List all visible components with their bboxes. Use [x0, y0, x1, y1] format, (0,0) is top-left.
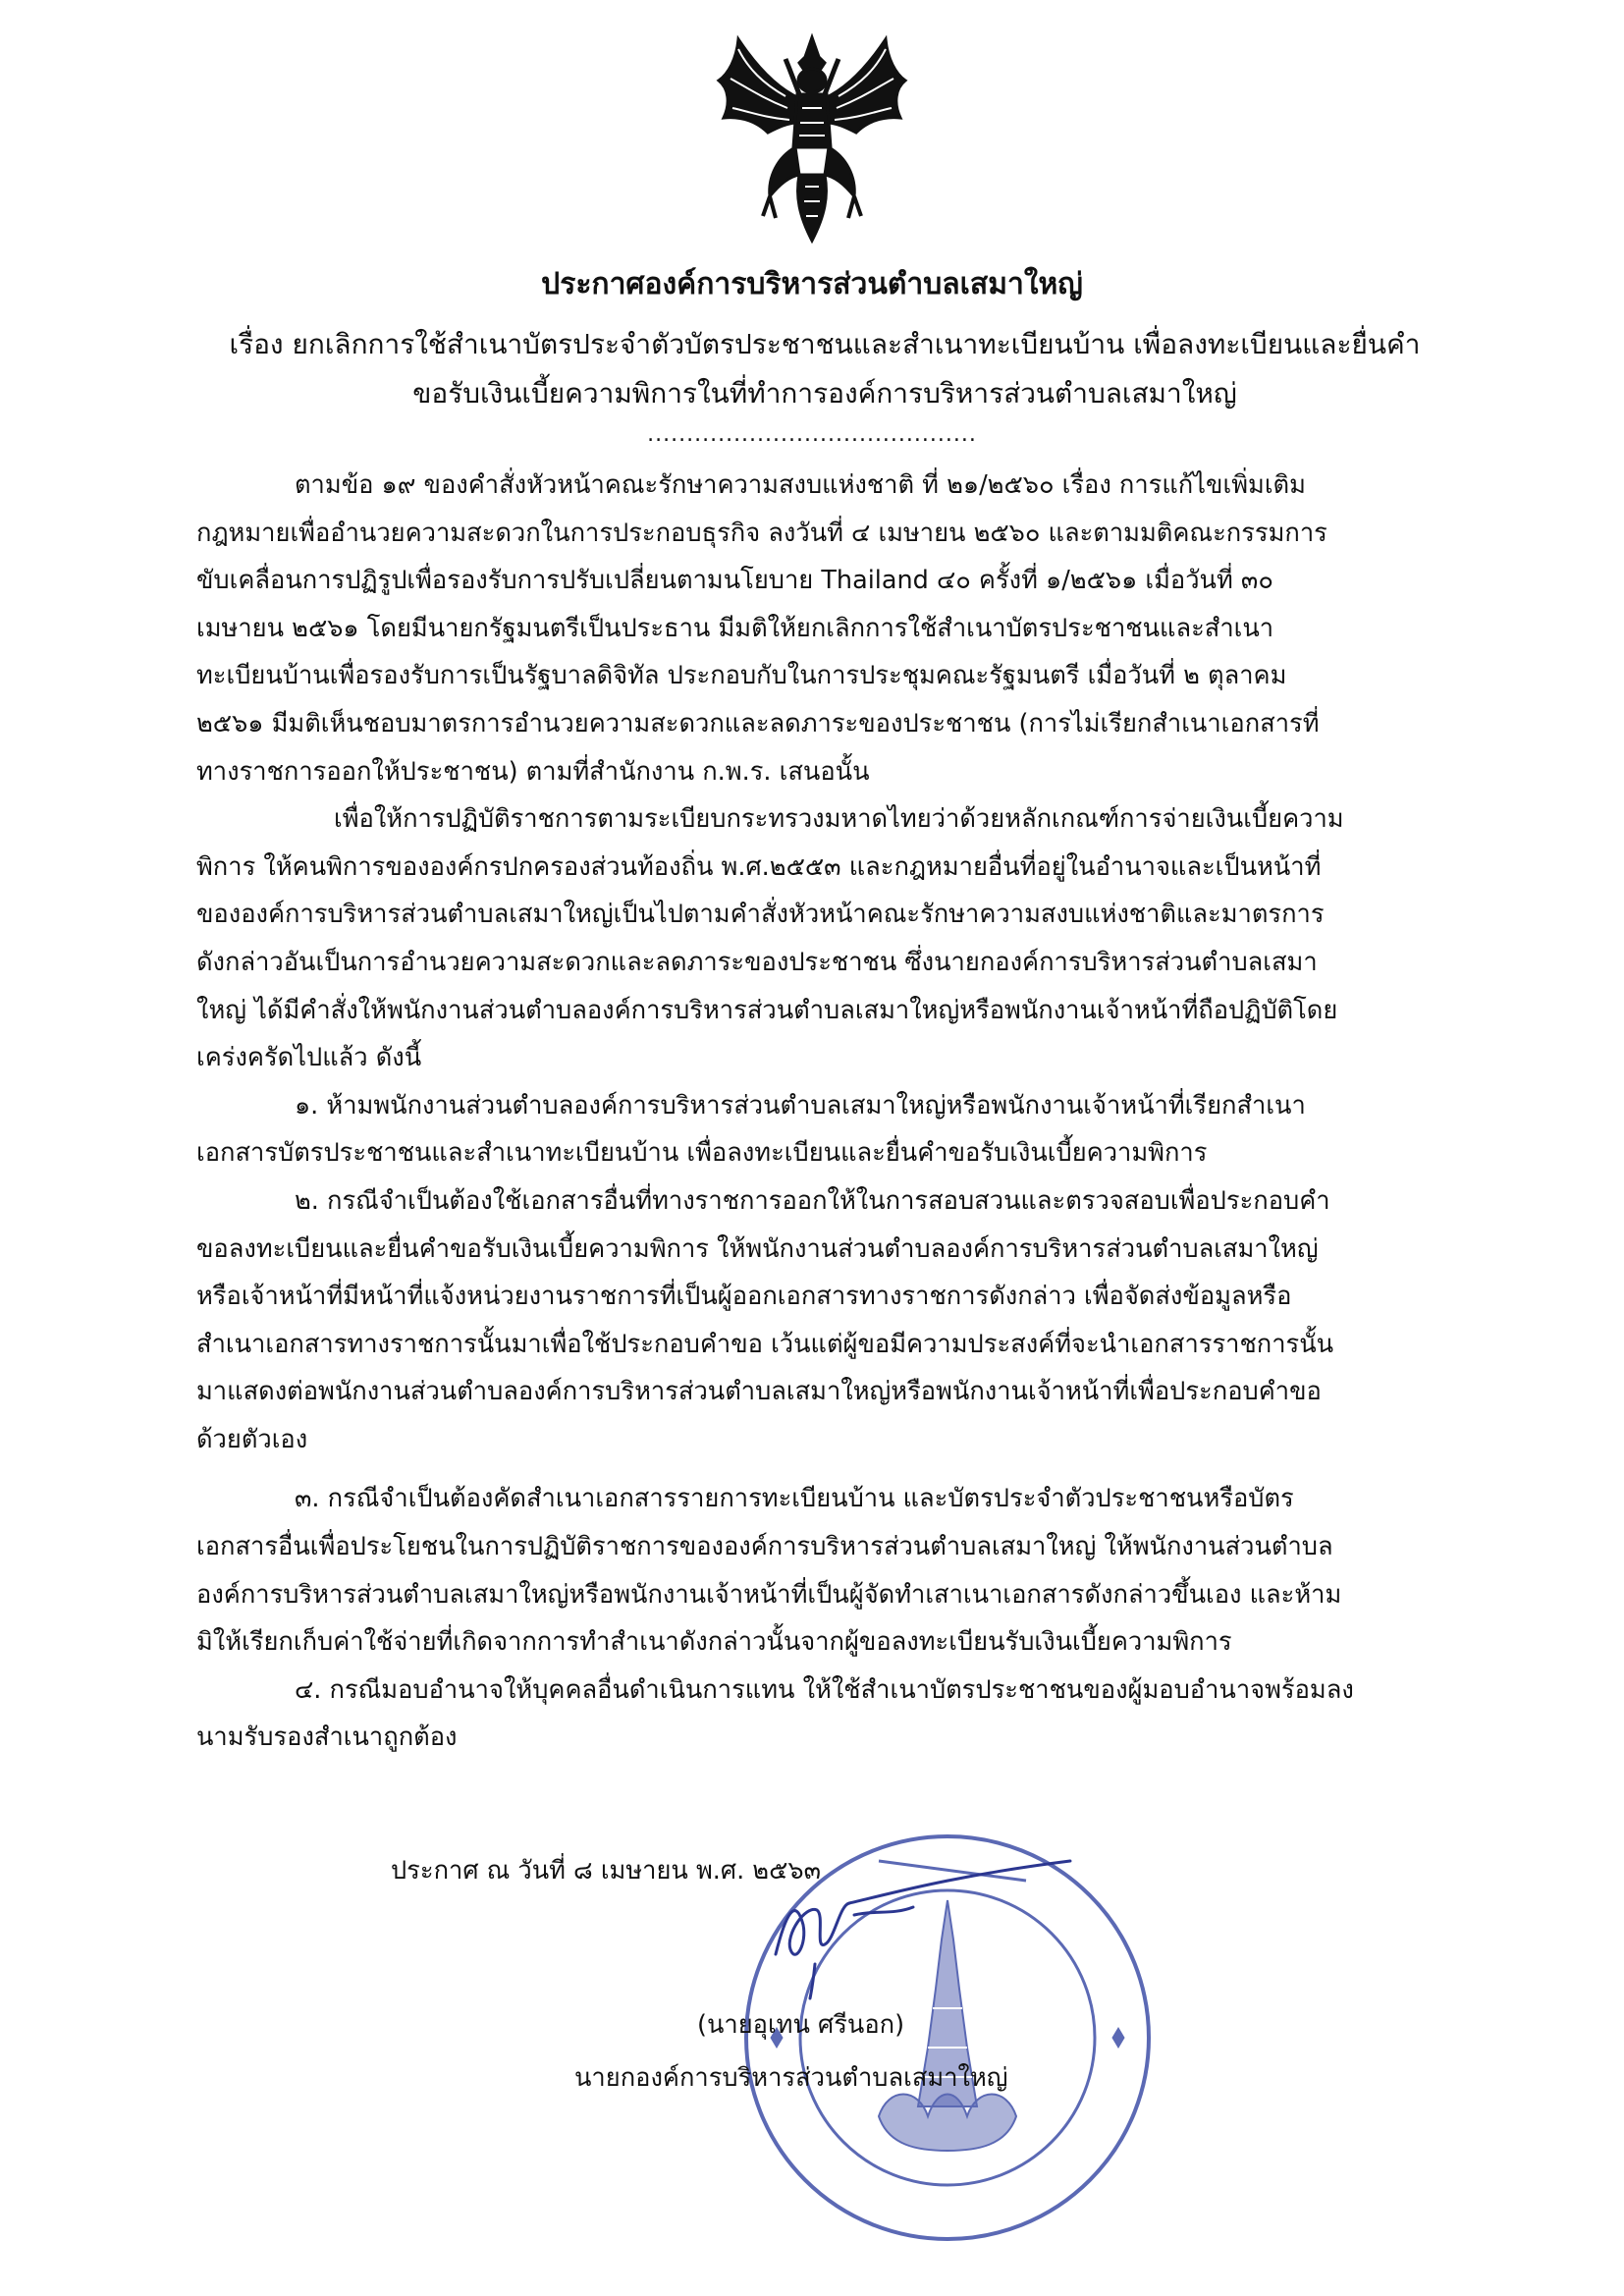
list-item-line: ๑. ห้ามพนักงานส่วนตำบลองค์การบริหารส่วนตำบลเสมาใหญ่หรือพนักงานเจ้าหน้าที่เรียกสำเนา — [295, 1090, 1306, 1121]
announcement-title: ประกาศองค์การบริหารส่วนตำบลเสมาใหญ่ — [541, 267, 1083, 301]
list-item-line: มิให้เรียกเก็บค่าใช้จ่ายที่เกิดจากการทำสำเนาดังกล่าวนั้นจากผู้ขอลงทะเบียนรับเงินเบี้ยความพิการ — [196, 1627, 1232, 1658]
subject-block — [191, 320, 1458, 418]
paragraph-line: ทะเบียนบ้านเพื่อรองรับการเป็นรัฐบาลดิจิทัล ประกอบกับในการประชุมคณะรัฐมนตรี เมื่อวันที่ ๒ ตุลาคม — [196, 661, 1287, 691]
list-item-line: นามรับรองสำเนาถูกต้อง — [196, 1722, 458, 1753]
subject-line: เรื่อง ยกเลิกการใช้สำเนาบัตรประจำตัวบัตรประชาชนและสำเนาทะเบียนบ้าน เพื่อลงทะเบียนและยื่นคำ — [229, 328, 1421, 360]
list-item-line: ขอลงทะเบียนและยื่นคำขอรับเงินเบี้ยความพิการ ให้พนักงานส่วนตำบลองค์การบริหารส่วนตำบลเสมาใหญ่ — [196, 1233, 1319, 1264]
paragraph-line: เมษายน ๒๕๖๑ โดยมีนายกรัฐมนตรีเป็นประธาน มีมติให้ยกเลิกการใช้สำเนาบัตรประชาชนและสำเนา — [196, 613, 1274, 643]
paragraph-line: ขับเคลื่อนการปฏิรูปเพื่อรองรับการปรับเปลี่ยนตามนโยบาย Thailand ๔๐ ครั้งที่ ๑/๒๕๖๑ เมื่อวันที่ ๓๐ — [196, 566, 1273, 596]
signer-title: นายกองค์การบริหารส่วนตำบลเสมาใหญ่ — [574, 2063, 1008, 2093]
paragraph-line: ตามข้อ ๑๙ ของคำสั่งหัวหน้าคณะรักษาความสงบแห่งชาติ ที่ ๒๑/๒๕๖๐ เรื่อง การแก้ไขเพิ่มเติม — [295, 470, 1306, 500]
announcement-body — [196, 462, 1434, 1762]
paragraph-line: ทางราชการออกให้ประชาชน) ตามที่สำนักงาน ก.พ.ร. เสนอนั้น — [196, 756, 870, 787]
paragraph-line: เพื่อให้การปฏิบัติราชการตามระเบียบกระทรวงมหาดไทยว่าด้วยหลักเกณฑ์การจ่ายเงินเบี้ยความ — [334, 804, 1344, 835]
list-item-line: ๒. กรณีจำเป็นต้องใช้เอกสารอื่นที่ทางราชการออกให้ในการสอบสวนและตรวจสอบเพื่อประกอบคำ — [295, 1185, 1330, 1216]
garuda-emblem-icon — [709, 29, 915, 250]
paragraph-line: ใหญ่ ได้มีคำสั่งให้พนักงานส่วนตำบลองค์การบริหารส่วนตำบลเสมาใหญ่หรือพนักงานเจ้าหน้าที่ถือปฏิบัติโดย — [196, 995, 1338, 1025]
list-item-line: เอกสารบัตรประชาชนและสำเนาทะเบียนบ้าน เพื่อลงทะเบียนและยื่นคำขอรับเงินเบี้ยความพิการ — [196, 1138, 1208, 1169]
list-item-line: ด้วยตัวเอง — [196, 1424, 308, 1454]
paragraph-line: ดังกล่าวอันเป็นการอำนวยความสะดวกและลดภาระของประชาชน ซึ่งนายกองค์การบริหารส่วนตำบลเสมา — [196, 947, 1318, 977]
paragraph-line: เคร่งครัดไปแล้ว ดังนี้ — [196, 1043, 422, 1073]
paragraph-line: ๒๕๖๑ มีมติเห็นชอบมาตรการอำนวยความสะดวกและลดภาระของประชาชน (การไม่เรียกสำเนาเอกสารที่ — [196, 708, 1320, 738]
announcement-date: ประกาศ ณ วันที่ ๘ เมษายน พ.ศ. ๒๕๖๓ — [391, 1856, 822, 1886]
list-item-line: องค์การบริหารส่วนตำบลเสมาใหญ่หรือพนักงานเจ้าหน้าที่เป็นผู้จัดทำเสาเนาเอกสารดังกล่าวขึ้นเอง และห้าม — [196, 1579, 1342, 1610]
signer-name: (นายอุเทน ศรีนอก) — [697, 2010, 905, 2040]
paragraph-line: ขององค์การบริหารส่วนตำบลเสมาใหญ่เป็นไปตามคำสั่งหัวหน้าคณะรักษาความสงบแห่งชาติและมาตรการ — [196, 900, 1325, 930]
list-item-line: เอกสารอื่นเพื่อประโยชนในการปฏิบัติราชการขององค์การบริหารส่วนตำบลเสมาใหญ่ ให้พนักงานส่วนตำบล — [196, 1532, 1333, 1562]
list-item-line: ๔. กรณีมอบอำนาจให้บุคคลอื่นดำเนินการแทน ให้ใช้สำเนาบัตรประชาชนของผู้มอบอำนาจพร้อมลง — [295, 1674, 1354, 1705]
paragraph-line: กฎหมายเพื่ออำนวยความสะดวกในการประกอบธุรกิจ ลงวันที่ ๔ เมษายน ๒๕๖๐ และตามมติคณะกรรมการ — [196, 518, 1327, 548]
subject-line: ขอรับเงินเบี้ยความพิการในที่ทำการองค์การบริหารส่วนตำบลเสมาใหญ่ — [412, 377, 1237, 410]
list-item-line: มาแสดงต่อพนักงานส่วนตำบลองค์การบริหารส่วนตำบลเสมาใหญ่หรือพนักงานเจ้าหน้าที่เพื่อประกอบคำขอ — [196, 1377, 1322, 1407]
list-item-line: ๓. กรณีจำเป็นต้องคัดสำเนาเอกสารรายการทะเบียนบ้าน และบัตรประจำตัวประชาชนหรือบัตร — [295, 1484, 1294, 1514]
list-item-line: สำเนาเอกสารทางราชการนั้นมาเพื่อใช้ประกอบคำขอ เว้นแต่ผู้ขอมีความประสงค์ที่จะนำเอกสารราชการนั้น — [196, 1329, 1334, 1359]
list-item-line: หรือเจ้าหน้าที่มีหน้าที่แจ้งหน่วยงานราชการที่เป็นผู้ออกเอกสารทางราชการดังกล่าว เพื่อจัดส่งข้อมูลหรือ — [196, 1282, 1292, 1312]
dotted-divider: .......................................... — [647, 422, 977, 447]
paragraph-line: พิการ ให้คนพิการขององค์กรปกครองส่วนท้องถิ่น พ.ศ.๒๕๕๓ และกฎหมายอื่นที่อยู่ในอำนาจและเป็นหน้าที่ — [196, 851, 1322, 882]
